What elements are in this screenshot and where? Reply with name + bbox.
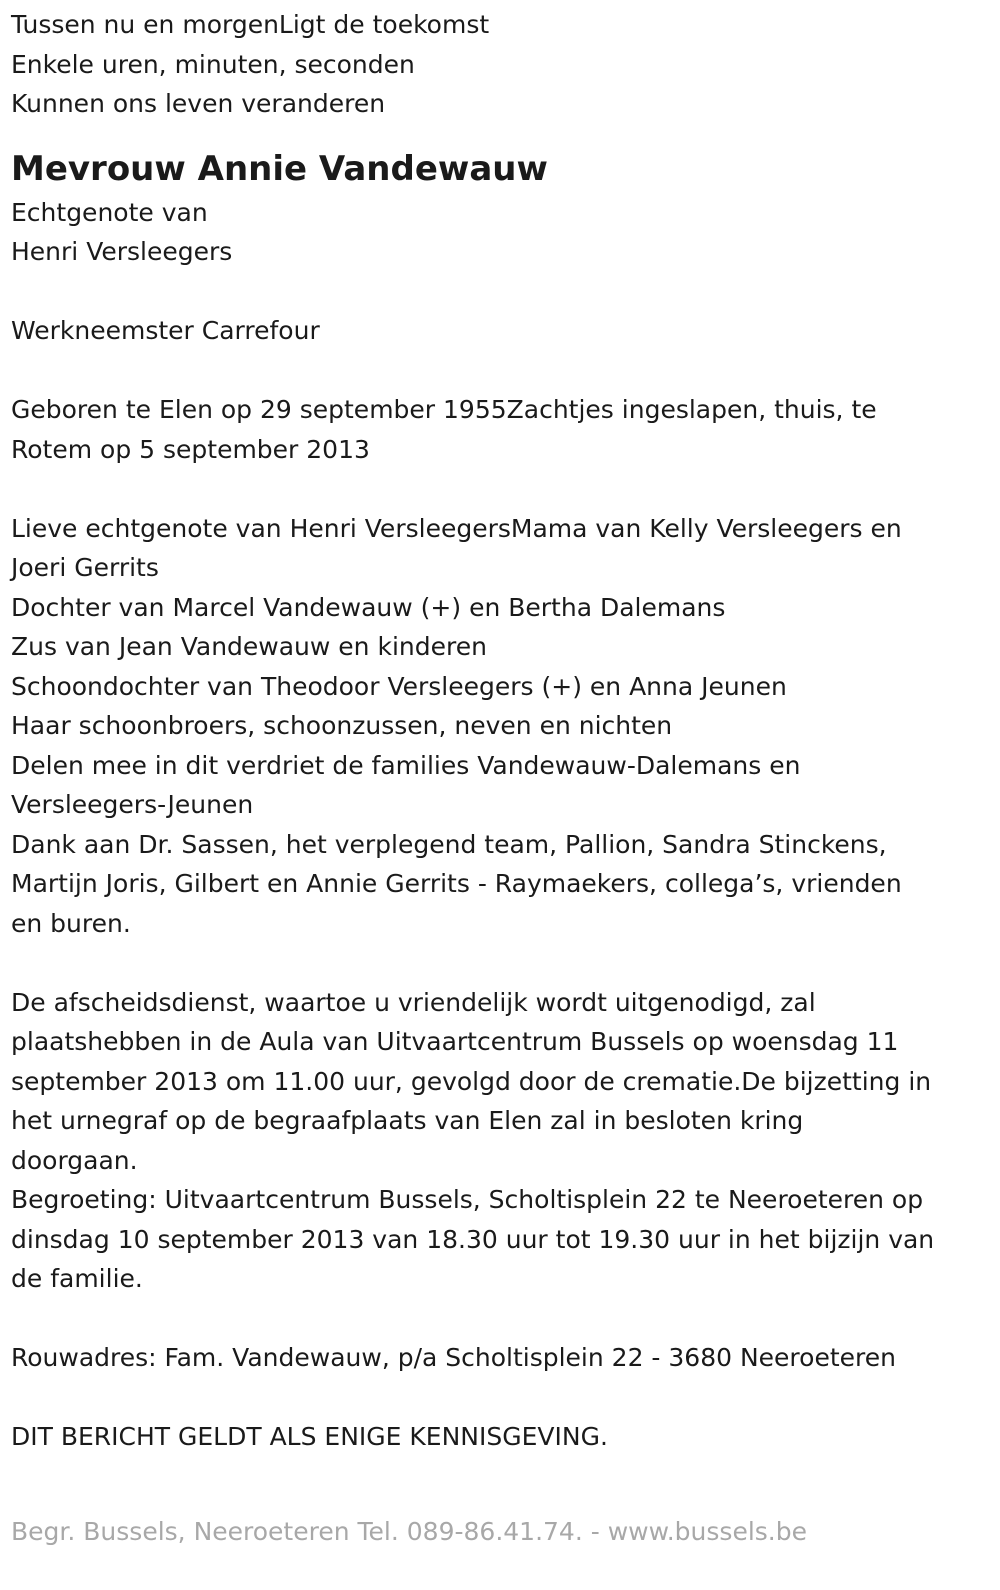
service-line: dinsdag 10 september 2013 van 18.30 uur tot 19.30 uur in het bijzijn van bbox=[11, 1224, 935, 1254]
family-list bbox=[11, 509, 970, 944]
spacer bbox=[11, 1378, 970, 1418]
family-line: Joeri Gerrits bbox=[11, 553, 159, 582]
occupation-line: Werkneemster Carrefour bbox=[11, 316, 320, 345]
service-line: september 2013 om 11.00 uur, gevolgd door de crematie.De bijzetting in bbox=[11, 1066, 932, 1096]
address-line: Rouwadres: Fam. Vandewauw, p/a Scholtisplein 22 - 3680 Neeroeteren bbox=[11, 1343, 896, 1372]
poem-line: Kunnen ons leven veranderen bbox=[11, 89, 386, 118]
family-line: Dank aan Dr. Sassen, het verplegend team, Pallion, Sandra Stinckens, bbox=[11, 829, 887, 859]
mourning-address bbox=[11, 1338, 970, 1378]
service-line: De afscheidsdienst, waartoe u vriendelijk wordt uitgenodigd, zal bbox=[11, 987, 816, 1017]
notice-line: DIT BERICHT GELDT ALS ENIGE KENNISGEVING. bbox=[11, 1422, 608, 1451]
spouse-line: Echtgenote van bbox=[11, 197, 208, 227]
notice bbox=[11, 1417, 970, 1457]
spacer bbox=[11, 469, 970, 509]
family-line: Martijn Joris, Gilbert en Annie Gerrits - Raymaekers, collega’s, vrienden bbox=[11, 869, 902, 898]
family-line: Schoondochter van Theodoor Versleegers (+) en Anna Jeunen bbox=[11, 671, 787, 701]
spacer bbox=[11, 1299, 970, 1339]
deceased-name: Mevrouw Annie Vandewauw bbox=[11, 148, 548, 189]
spouse-line: Henri Versleegers bbox=[11, 237, 233, 266]
spacer bbox=[11, 351, 970, 391]
family-line: Dochter van Marcel Vandewauw (+) en Bertha Dalemans bbox=[11, 592, 726, 622]
family-line: Delen mee in dit verdriet de families Vandewauw-Dalemans en bbox=[11, 750, 801, 780]
spacer bbox=[11, 943, 970, 983]
funeral-home-footer: Begr. Bussels, Neeroeteren Tel. 089-86.41.74. - www.bussels.be bbox=[11, 1517, 807, 1546]
poem-line: Enkele uren, minuten, seconden bbox=[11, 49, 415, 79]
birth-death-info bbox=[11, 390, 970, 469]
service-line: het urnegraf op de begraafplaats van Elen zal in besloten kring bbox=[11, 1106, 804, 1135]
spouse-info bbox=[11, 193, 970, 272]
service-info bbox=[11, 983, 970, 1299]
service-line: Begroeting: Uitvaartcentrum Bussels, Scholtisplein 22 te Neeroeteren op bbox=[11, 1185, 924, 1214]
service-line: doorgaan. bbox=[11, 1145, 138, 1175]
family-line: Zus van Jean Vandewauw en kinderen bbox=[11, 632, 487, 661]
family-line: Lieve echtgenote van Henri VersleegersMama van Kelly Versleegers en bbox=[11, 513, 902, 543]
poem-line: Tussen nu en morgenLigt de toekomst bbox=[11, 10, 490, 39]
spacer bbox=[11, 272, 970, 312]
family-line: Versleegers-Jeunen bbox=[11, 790, 254, 819]
family-line: en buren. bbox=[11, 908, 131, 938]
service-line: plaatshebben in de Aula van Uitvaartcentrum Bussels op woensdag 11 bbox=[11, 1027, 899, 1056]
family-line: Haar schoonbroers, schoonzussen, neven en nichten bbox=[11, 711, 673, 740]
occupation bbox=[11, 311, 970, 351]
birth-death-line: Rotem op 5 september 2013 bbox=[11, 434, 370, 464]
poem bbox=[11, 5, 970, 124]
service-line: de familie. bbox=[11, 1264, 143, 1293]
birth-death-line: Geboren te Elen op 29 september 1955Zachtjes ingeslapen, thuis, te bbox=[11, 395, 877, 424]
